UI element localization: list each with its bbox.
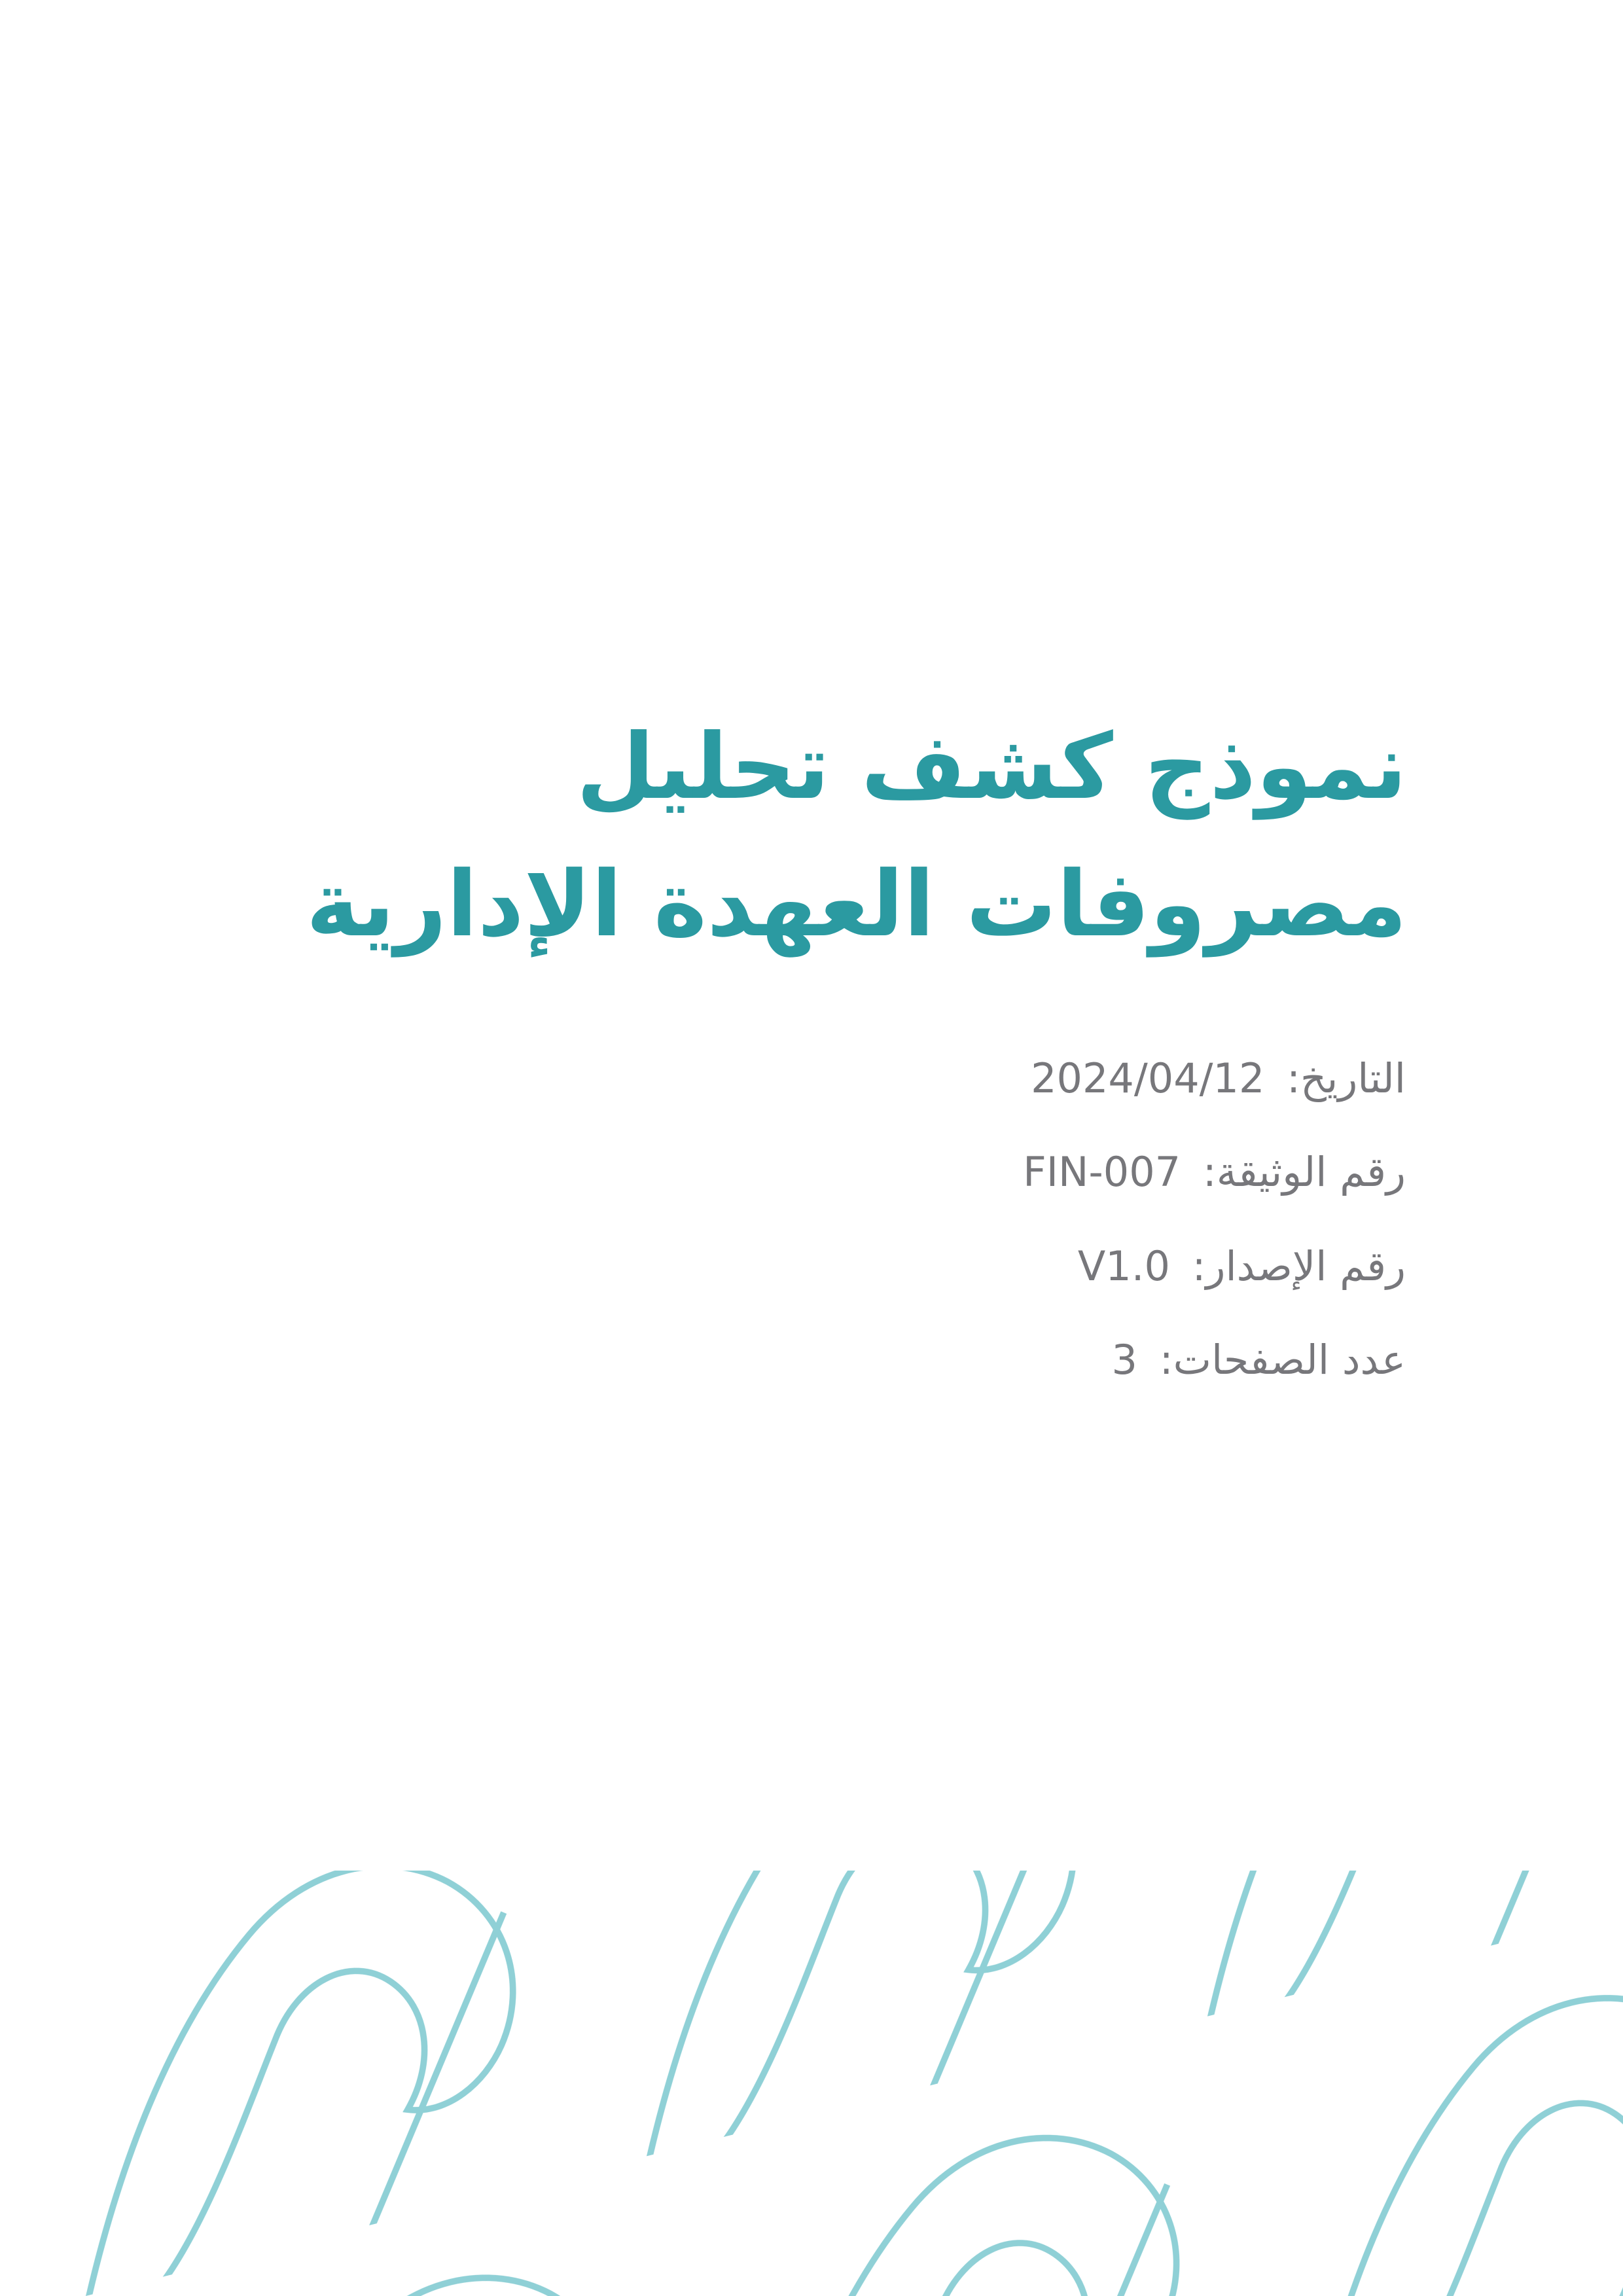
metadata-value: 2024/04/12 — [1031, 1054, 1265, 1102]
metadata-row-page-count — [183, 1336, 1406, 1383]
metadata-row-document-number — [183, 1149, 1406, 1195]
metadata-value: FIN-007 — [1023, 1148, 1181, 1196]
metadata-label: التاريخ: — [1287, 1054, 1406, 1102]
wave-pattern-decoration — [0, 1871, 1623, 2296]
metadata-row-date — [183, 1055, 1406, 1102]
title-line-2: مصروفات العهدة الإدارية — [306, 852, 1407, 958]
metadata-list — [183, 1055, 1406, 1430]
title-line-1: نموذج كشف تحليل — [576, 714, 1407, 820]
metadata-value: 3 — [1111, 1335, 1137, 1384]
metadata-label: رقم الوثيقة: — [1202, 1148, 1406, 1196]
metadata-row-version — [183, 1243, 1406, 1289]
metadata-label: رقم الإصدار: — [1192, 1242, 1406, 1290]
document-title — [183, 698, 1407, 973]
metadata-value: V1.0 — [1077, 1242, 1170, 1290]
metadata-label: عدد الصفحات: — [1159, 1335, 1406, 1384]
